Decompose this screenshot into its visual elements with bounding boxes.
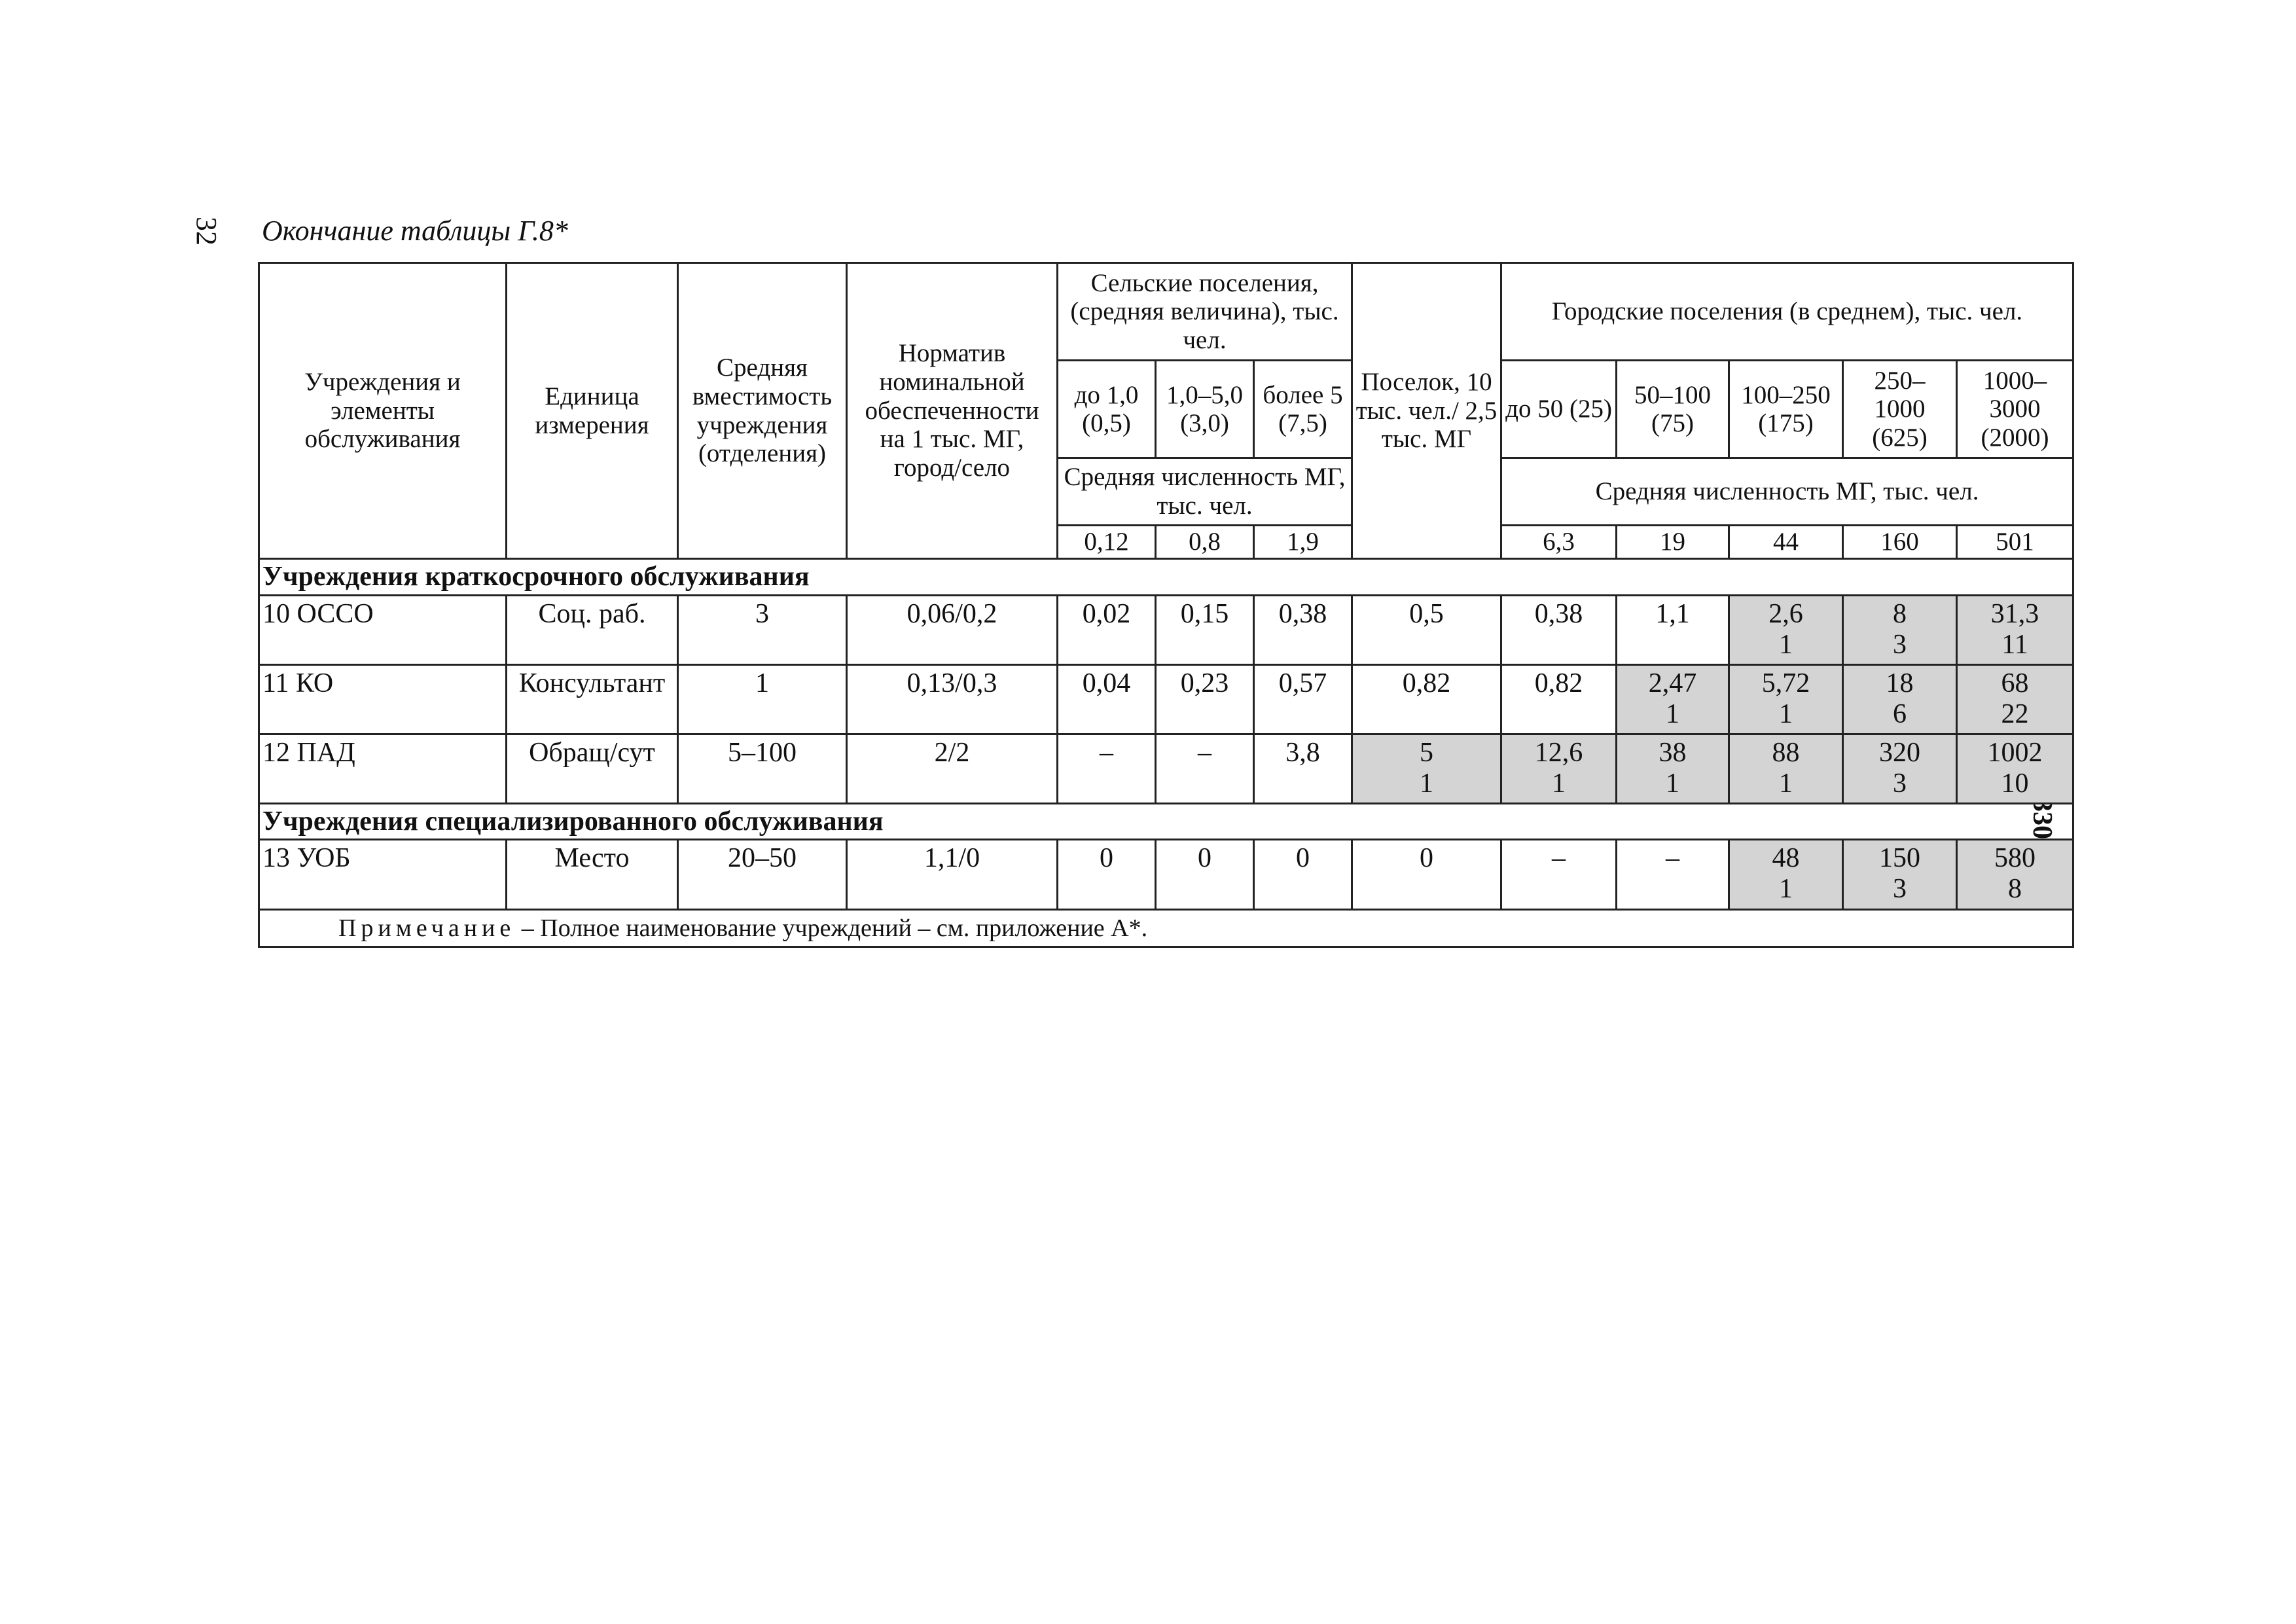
table-row xyxy=(259,734,2073,804)
value-cell xyxy=(1156,664,1254,734)
value-cell xyxy=(1843,664,1957,734)
value-primary: 580 xyxy=(1994,843,2036,874)
value-primary: 5 xyxy=(1420,738,1434,768)
value-cell xyxy=(1843,734,1957,804)
value-primary: 0,02 xyxy=(1082,598,1131,629)
header-rural-col: до 1,0 (0,5) xyxy=(1058,361,1156,458)
institution-name: 10 ОССО xyxy=(259,595,507,664)
value-secondary: 6 xyxy=(1893,698,1907,729)
note-label: Примечание xyxy=(338,914,516,942)
table-row xyxy=(259,664,2073,734)
value-primary: 1002 xyxy=(1987,738,2043,768)
value-cell xyxy=(1058,734,1156,804)
capacity-cell: 5–100 xyxy=(678,734,847,804)
norm-cell: 2/2 xyxy=(847,734,1058,804)
value-primary: 0 xyxy=(1198,843,1211,874)
header-urban-group: Городские поселения (в среднем), тыс. чел. xyxy=(1501,263,2073,361)
value-primary: 0 xyxy=(1420,843,1434,874)
section-title: Учреждения специализированного обслуживания xyxy=(259,804,2073,840)
capacity-cell: 3 xyxy=(678,595,847,664)
table-caption: Окончание таблицы Г.8* xyxy=(262,215,568,247)
value-primary: 0,5 xyxy=(1409,598,1444,629)
capacity-cell: 1 xyxy=(678,664,847,734)
header-institutions: Учреждения и элементы обслуживания xyxy=(259,263,507,559)
value-primary: 0,38 xyxy=(1534,598,1583,629)
value-cell xyxy=(1617,734,1729,804)
header-urban-col: 1000– 3000 (2000) xyxy=(1957,361,2073,458)
section-header-row xyxy=(259,559,2073,595)
value-secondary: 1 xyxy=(1779,768,1793,799)
value-secondary: 1 xyxy=(1420,768,1434,799)
value-primary: 0,15 xyxy=(1180,598,1229,629)
value-primary: 0,57 xyxy=(1278,668,1327,698)
value-cell xyxy=(1957,595,2073,664)
value-secondary: 8 xyxy=(2008,874,2022,905)
value-primary: 5,72 xyxy=(1761,668,1810,698)
header-urban-col: 250– 1000 (625) xyxy=(1843,361,1957,458)
value-secondary: 1 xyxy=(1666,768,1680,799)
urban-avg-value: 501 xyxy=(1957,525,2073,559)
value-primary: 0,82 xyxy=(1402,668,1451,698)
institution-name: 12 ПАД xyxy=(259,734,507,804)
table-row xyxy=(259,595,2073,664)
value-cell xyxy=(1352,840,1501,909)
section-title: Учреждения краткосрочного обслуживания xyxy=(259,559,2073,595)
value-primary: 88 xyxy=(1772,738,1800,768)
value-primary: 2,6 xyxy=(1768,598,1803,629)
note-text: – Полное наименование учреждений – см. приложение А*. xyxy=(515,914,1148,942)
value-secondary: 10 xyxy=(2001,768,2029,799)
value-secondary: 3 xyxy=(1893,874,1907,905)
urban-avg-value: 160 xyxy=(1843,525,1957,559)
unit-cell: Место xyxy=(507,840,678,909)
value-cell xyxy=(1843,595,1957,664)
value-cell xyxy=(1254,840,1352,909)
value-cell xyxy=(1843,840,1957,909)
header-settlement: Поселок, 10 тыс. чел./ 2,5 тыс. МГ xyxy=(1352,263,1501,559)
value-cell xyxy=(1352,664,1501,734)
value-cell xyxy=(1254,595,1352,664)
value-secondary: 1 xyxy=(1779,874,1793,905)
value-primary: 150 xyxy=(1879,843,1921,874)
value-cell xyxy=(1729,734,1843,804)
value-primary: 2,47 xyxy=(1648,668,1697,698)
value-cell xyxy=(1957,734,2073,804)
header-urban-col: до 50 (25) xyxy=(1501,361,1617,458)
section-header-row xyxy=(259,804,2073,840)
value-cell xyxy=(1617,664,1729,734)
value-cell xyxy=(1254,734,1352,804)
table-footer xyxy=(259,909,2073,947)
header-unit: Единица измерения xyxy=(507,263,678,559)
value-cell xyxy=(1156,840,1254,909)
note-cell xyxy=(259,909,2073,947)
value-cell xyxy=(1352,595,1501,664)
value-cell xyxy=(1957,664,2073,734)
capacity-cell: 20–50 xyxy=(678,840,847,909)
value-secondary: 3 xyxy=(1893,629,1907,660)
header-rural-col: более 5 (7,5) xyxy=(1254,361,1352,458)
header-urban-col: 100–250 (175) xyxy=(1729,361,1843,458)
value-secondary: 1 xyxy=(1666,698,1680,729)
value-primary: – xyxy=(1100,738,1113,768)
rural-avg-value: 0,8 xyxy=(1156,525,1254,559)
value-cell xyxy=(1729,595,1843,664)
value-primary: 0,82 xyxy=(1534,668,1583,698)
value-secondary: 11 xyxy=(2001,629,2028,660)
norm-cell: 0,06/0,2 xyxy=(847,595,1058,664)
value-cell xyxy=(1617,595,1729,664)
value-cell xyxy=(1058,595,1156,664)
value-primary: – xyxy=(1552,843,1566,874)
norms-table xyxy=(258,262,2074,948)
value-primary: 3,8 xyxy=(1285,738,1320,768)
value-primary: 8 xyxy=(1893,598,1907,629)
rural-avg-value: 1,9 xyxy=(1254,525,1352,559)
value-cell xyxy=(1254,664,1352,734)
value-cell xyxy=(1058,840,1156,909)
value-cell xyxy=(1058,664,1156,734)
value-secondary: 1 xyxy=(1552,768,1566,799)
value-primary: 320 xyxy=(1879,738,1921,768)
value-cell xyxy=(1617,840,1729,909)
table-header xyxy=(259,263,2073,559)
value-cell xyxy=(1352,734,1501,804)
header-rural-group: Сельские поселения, (средняя величина), тыс. чел. xyxy=(1058,263,1352,361)
table-body xyxy=(259,559,2073,909)
value-cell xyxy=(1501,595,1617,664)
value-primary: 0,38 xyxy=(1278,598,1327,629)
value-cell xyxy=(1729,664,1843,734)
value-primary: 0,23 xyxy=(1180,668,1229,698)
value-secondary: 22 xyxy=(2001,698,2029,729)
table-row xyxy=(259,840,2073,909)
value-secondary: 3 xyxy=(1893,768,1907,799)
unit-cell: Соц. раб. xyxy=(507,595,678,664)
value-cell xyxy=(1729,840,1843,909)
header-capacity: Средняя вместимость учреждения (отделения) xyxy=(678,263,847,559)
page-number: 32 xyxy=(190,217,223,245)
urban-avg-value: 6,3 xyxy=(1501,525,1617,559)
value-primary: 0 xyxy=(1100,843,1113,874)
value-cell xyxy=(1957,840,2073,909)
urban-avg-value: 19 xyxy=(1617,525,1729,559)
header-urban-avg-label: Средняя численность МГ, тыс. чел. xyxy=(1501,458,2073,525)
norm-cell: 0,13/0,3 xyxy=(847,664,1058,734)
header-rural-avg-label: Средняя численность МГ, тыс. чел. xyxy=(1058,458,1352,525)
value-primary: 12,6 xyxy=(1534,738,1583,768)
value-primary: 0,04 xyxy=(1082,668,1131,698)
institution-name: 13 УОБ xyxy=(259,840,507,909)
value-secondary: 1 xyxy=(1779,629,1793,660)
value-primary: 48 xyxy=(1772,843,1800,874)
header-urban-col: 50–100 (75) xyxy=(1617,361,1729,458)
header-rural-col: 1,0–5,0 (3,0) xyxy=(1156,361,1254,458)
value-cell xyxy=(1501,734,1617,804)
value-cell xyxy=(1501,664,1617,734)
value-cell xyxy=(1156,595,1254,664)
value-secondary: 1 xyxy=(1779,698,1793,729)
header-norm: Норматив номинальной обеспеченности на 1 тыс. МГ, город/село xyxy=(847,263,1058,559)
value-primary: 68 xyxy=(2001,668,2029,698)
value-primary: 18 xyxy=(1886,668,1914,698)
institution-name: 11 КО xyxy=(259,664,507,734)
value-primary: – xyxy=(1198,738,1211,768)
unit-cell: Консультант xyxy=(507,664,678,734)
value-primary: 0 xyxy=(1296,843,1310,874)
value-cell xyxy=(1501,840,1617,909)
value-cell xyxy=(1156,734,1254,804)
value-primary: – xyxy=(1666,843,1680,874)
urban-avg-value: 44 xyxy=(1729,525,1843,559)
value-primary: 1,1 xyxy=(1655,598,1690,629)
norm-cell: 1,1/0 xyxy=(847,840,1058,909)
unit-cell: Обращ/сут xyxy=(507,734,678,804)
value-primary: 31,3 xyxy=(1990,598,2039,629)
rural-avg-value: 0,12 xyxy=(1058,525,1156,559)
value-primary: 38 xyxy=(1659,738,1687,768)
